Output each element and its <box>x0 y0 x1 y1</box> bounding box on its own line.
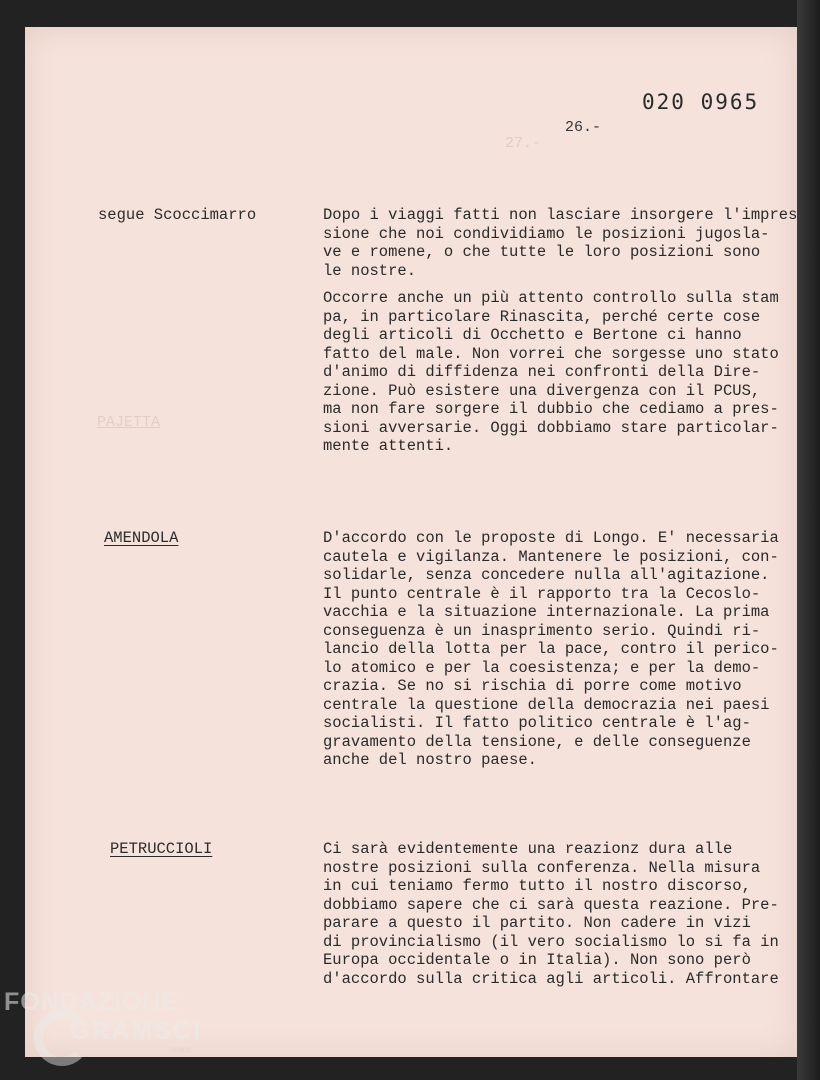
speaker-petruccioli: PETRUCCIOLI <box>110 840 213 858</box>
text-line: ve e romene, o che tutte le loro posizioni sono <box>323 243 761 261</box>
text-line: cautela e vigilanza. Mantenere le posizioni, con- <box>323 547 779 566</box>
paragraph-petruccioli <box>323 840 793 988</box>
text-line: parare a questo il partito. Non cadere in vizi <box>323 914 751 932</box>
page-number: 26.- <box>565 119 602 136</box>
text-line: socialisti. Il fatto politico centrale è l'ag- <box>323 714 751 732</box>
text-line: lo atomico e per la coesistenza; e per la demo- <box>323 658 761 677</box>
text-line: vacchia e la situazione internazionale. La prima <box>323 603 770 621</box>
bleed-through-page-number: 27.- <box>505 135 542 152</box>
text-line: Occorre anche un più attento controllo sulla stam <box>323 289 779 307</box>
text-line: in cui teniamo fermo tutto il nostro discorso, <box>323 877 751 895</box>
bleed-through-speaker: PAJETTA <box>97 414 161 431</box>
archive-number: 020 0965 <box>642 90 760 114</box>
speaker-scoccimarro: segue Scoccimarro <box>98 206 257 224</box>
text-line: dobbiamo sapere che ci sarà questa reazione. Pre- <box>323 895 779 914</box>
text-line: lancio della lotta per la pace, contro il perico- <box>323 640 779 658</box>
text-line: D'accordo con le proposte di Longo. E' necessaria <box>323 529 779 547</box>
text-line: Dopo i viaggi fatti non lasciare insorgere l'impres <box>323 206 798 224</box>
paragraph-scoccimarro-2 <box>323 289 793 456</box>
watermark-suffix: onlus <box>172 1045 192 1054</box>
text-line: mente attenti. <box>323 437 454 455</box>
text-line: le nostre. <box>323 261 417 280</box>
text-line: crazia. Se no si rischia di porre come motivo <box>323 677 742 695</box>
binder-edge <box>797 0 820 1080</box>
text-line: solidarle, senza concedere nulla all'agitazione. <box>323 566 770 584</box>
text-line: centrale la questione della democrazia nei paesi <box>323 695 770 714</box>
text-line: pa, in particolare Rinascita, perché certe cose <box>323 307 761 326</box>
speaker-amendola: AMENDOLA <box>104 529 179 547</box>
text-line: fatto del male. Non vorrei che sorgesse uno stato <box>323 344 779 363</box>
watermark <box>4 988 203 1054</box>
watermark-line2: GRAMSCI <box>70 1017 203 1045</box>
text-line: Il punto centrale è il rapporto tra la Cecoslo- <box>323 584 761 603</box>
text-line: gravamento della tensione, e delle conseguenze <box>323 732 751 751</box>
text-line: nostre posizioni sulla conferenza. Nella misura <box>323 858 761 877</box>
text-line: ma non fare sorgere il dubbio che cediamo a pres- <box>323 400 779 418</box>
text-line: di provincialismo (il vero socialismo lo si fa in <box>323 932 779 951</box>
paragraph-scoccimarro-1 <box>323 206 798 280</box>
text-line: zione. Può esistere una divergenza con il PCUS, <box>323 381 761 400</box>
text-line: conseguenza è un inasprimento serio. Quindi ri- <box>323 621 761 640</box>
paragraph-amendola <box>323 529 793 770</box>
watermark-line1: FONDAZIONE <box>4 988 180 1016</box>
text-line: d'animo di diffidenza nei confronti della Dire- <box>323 363 761 381</box>
text-line: Europa occidentale o in Italia). Non sono però <box>323 951 751 969</box>
text-line: degli articoli di Occhetto e Bertone ci hanno <box>323 326 742 344</box>
text-line: Ci sarà evidentemente una reazionz dura alle <box>323 840 733 858</box>
text-line: anche del nostro paese. <box>323 751 537 769</box>
text-line: sione che noi condividiamo le posizioni jugosla- <box>323 224 770 243</box>
text-line: d'accordo sulla critica agli articoli. Affrontare <box>323 969 779 988</box>
text-line: sioni avversarie. Oggi dobbiamo stare particolar- <box>323 418 779 437</box>
